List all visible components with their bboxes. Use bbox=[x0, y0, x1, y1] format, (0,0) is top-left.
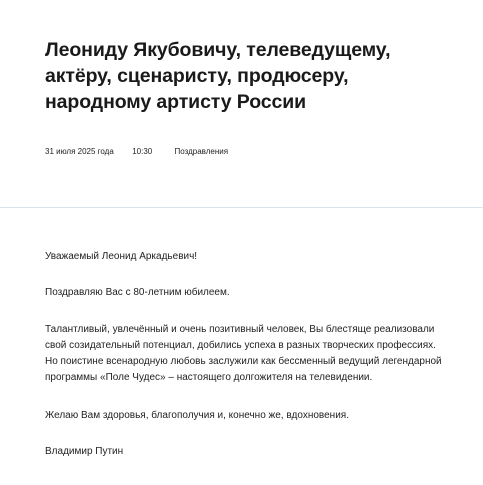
greeting-paragraph: Уважаемый Леонид Аркадьевич! bbox=[45, 251, 198, 262]
article-meta bbox=[45, 147, 228, 157]
title-line: актёру, сценаристу, продюсеру, bbox=[45, 65, 349, 87]
publish-time: 10:30 bbox=[132, 147, 153, 156]
article-title bbox=[45, 37, 465, 115]
main-paragraph bbox=[45, 322, 475, 386]
main-line: программы «Поле Чудес» – настоящего долгожителя на телевидении. bbox=[45, 372, 373, 383]
main-line: Талантливый, увлечённый и очень позитивный человек, Вы блестяще реализовали bbox=[45, 324, 435, 335]
title-line: народному артисту России bbox=[45, 91, 307, 113]
congrats-paragraph: Поздравляю Вас с 80-летним юбилеем. bbox=[45, 287, 230, 298]
signature: Владимир Путин bbox=[45, 446, 124, 457]
wish-paragraph: Желаю Вам здоровья, благополучия и, конечно же, вдохновения. bbox=[45, 410, 349, 421]
publish-date: 31 июля 2025 года bbox=[45, 147, 114, 156]
section-divider bbox=[0, 207, 483, 208]
category-link[interactable]: Поздравления bbox=[174, 147, 229, 156]
main-line: Но поистине всенародную любовь заслужили как бессменный ведущий легендарной bbox=[45, 356, 442, 367]
main-line: свой созидательный потенциал, добились успеха в разных творческих профессиях. bbox=[45, 340, 436, 351]
title-line: Леониду Якубовичу, телеведущему, bbox=[45, 39, 391, 61]
article-header bbox=[45, 37, 465, 115]
